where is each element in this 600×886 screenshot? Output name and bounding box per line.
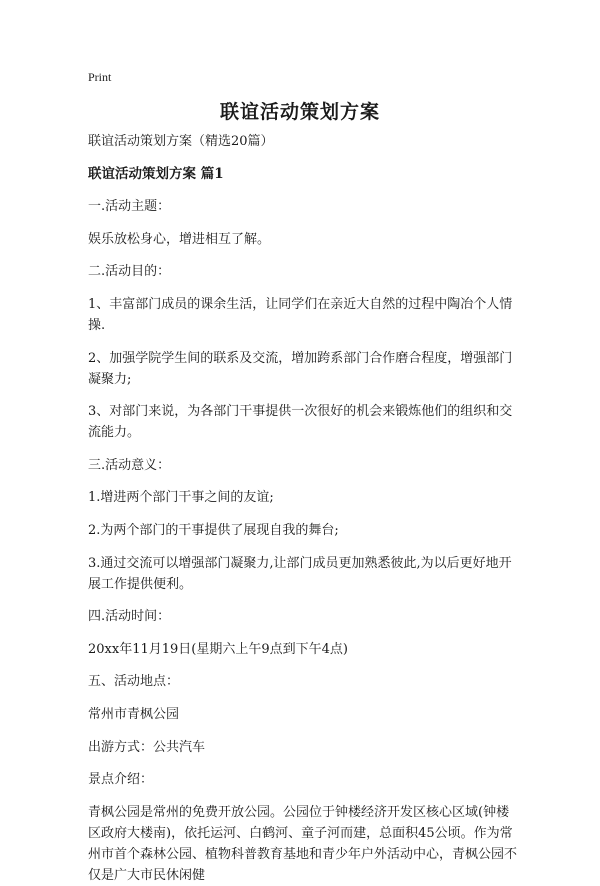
- paragraph: 娱乐放松身心，增进相互了解。: [88, 231, 271, 247]
- paragraph: 三.活动意义：: [88, 457, 171, 473]
- paragraph: 四.活动时间：: [88, 609, 171, 625]
- paragraph: 1.增进两个部门干事之间的友谊;: [88, 490, 274, 506]
- paragraph: 3、对部门来说，为各部门干事提供一次很好的机会来锻炼他们的组织和交流能力。: [88, 404, 513, 441]
- paragraph: 青枫公园是常州的免费开放公园。公园位于钟楼经济开发区核心区域(钟楼区政府大楼南)，依托运河、白鹤河、童子河而建，总面积45公顷。作为常州市首个森林公园、植物科普教育基地和青少年户外活动中心，青枫公园不仅是广大市民休闲健: [88, 804, 518, 883]
- page-title: 联谊活动策划方案: [219, 101, 380, 123]
- paragraph: 20xx年11月19日(星期六上午9点到下午4点): [88, 641, 348, 657]
- paragraph: 五、活动地点：: [88, 674, 180, 690]
- paragraph: 二.活动目的：: [88, 264, 171, 280]
- paragraph: 1、丰富部门成员的课余生活，让同学们在亲近大自然的过程中陶冶个人情操.: [88, 296, 513, 333]
- print-link[interactable]: Print: [88, 70, 112, 84]
- paragraph: 3.通过交流可以增强部门凝聚力,让部门成员更加熟悉彼此,为以后更好地开展工作提供便利。: [88, 555, 512, 592]
- paragraph: 2.为两个部门的干事提供了展现自我的舞台;: [88, 522, 339, 538]
- section-heading: 联谊活动策划方案 篇1: [88, 165, 224, 182]
- document-body: [88, 131, 518, 886]
- paragraph: 一.活动主题：: [88, 199, 171, 215]
- paragraph: 出游方式：公共汽车: [88, 739, 206, 755]
- paragraph: 2、加强学院学生间的联系及交流，增加跨系部门合作磨合程度，增强部门凝聚力;: [88, 350, 513, 387]
- paragraph: 景点介绍：: [88, 772, 154, 788]
- document-subtitle: 联谊活动策划方案（精选20篇）: [88, 134, 274, 149]
- paragraph: 常州市青枫公园: [88, 706, 180, 722]
